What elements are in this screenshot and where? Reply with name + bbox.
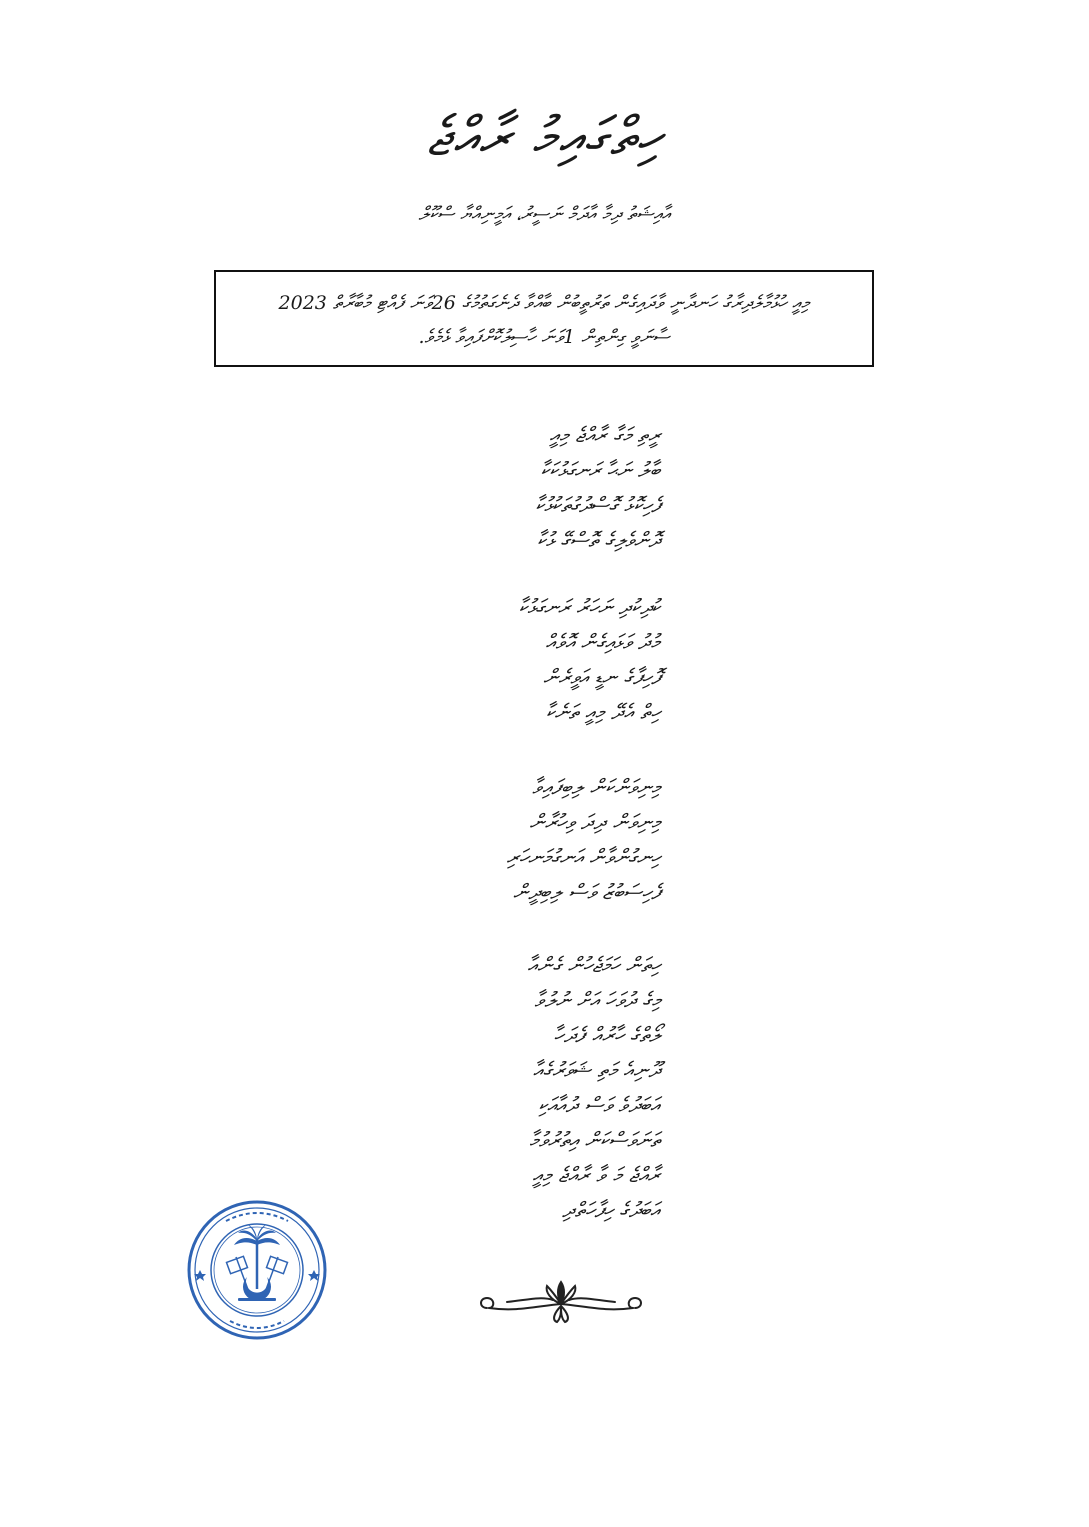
verse-line: މިގެ ދުވަހަ އަށް ނުލުވާ	[534, 988, 660, 1012]
stanza-4	[420, 948, 660, 1228]
note-line-1: މިއީ ހުޅުމާލެދިރާގު ހަނދާނީ ވާދައިގެން ތަރުތީބުން ބާއްވާ ދެނެގަތުމުގެ 26ވަނަ ފެއްޓި މުބާރާތް 2023	[278, 292, 810, 314]
verse-line: ބާލު ނަޙާ ރަނގަޅުކަކާ	[540, 458, 660, 482]
stanza-1	[420, 418, 660, 558]
stanza-2	[420, 590, 660, 730]
verse-line: ރާއްޖެ މަ ވާ ރާއްޖެ މިއީ	[532, 1163, 660, 1187]
verse-line: މިނިވަންކަން ލިބިފައިވާ	[532, 775, 660, 799]
author-line: އާއިޝަތު ދިމާ އާދަމް ނަސީރު، އަމީނިއްޔާ ސްކޫލް	[418, 203, 671, 225]
verse-line: ލޯތްގެ ހާރުއް ފެދަހާ	[553, 1023, 660, 1047]
verse-line: ކުދިކުދި ނަހަރު ރަނގަޅުކާ	[518, 595, 660, 619]
note-line-2: ސާނަވީ ގިންތިން 1ވަނަ ހާސިލުކޮށްފައިވާ ޅެމެވެ.	[418, 326, 670, 348]
verse-line: އަބަދުގެ ހިފާހަތްދި	[562, 1198, 660, 1222]
verse-line: ހިތަން ހަމަޖެހުން ގެންއާ	[527, 953, 660, 977]
flourish-divider-icon	[477, 1278, 645, 1328]
verse-line: ދޮންވެލިގެ ތޮސްގޭ ޅުކާ	[537, 528, 660, 552]
government-seal-icon	[186, 1199, 328, 1341]
stanza-3	[420, 770, 660, 910]
verse-line: ފެހިކޮޅު ގޮސްދުގުތަކުޅުކާ	[535, 493, 660, 517]
note-box	[214, 270, 874, 367]
verse-line: މިނިވަން ދިދަ ވިހުރާން	[529, 810, 660, 834]
verse-line: ހިތް އެދޭ މިއީ ތަނެކާ	[545, 700, 660, 724]
page-title: ހިތްގައިމު ރާއްޖެ	[426, 105, 663, 168]
verse-line: ރީތި މަގާ ރާއްޖެ މިއީ	[549, 423, 660, 447]
verse-line: އަބަދުވެ ވަސް ދުއާއަކި	[538, 1093, 660, 1117]
verse-line: ދޫނިއެ މަތި ޝަވަރުގެއާ	[533, 1058, 660, 1082]
verse-line: ފޮހިފާގެ ނޑީ އަވީރެން	[543, 665, 660, 689]
verse-line: ހިނގުންވާން އަނގުމަނހަރި	[506, 845, 660, 869]
verse-line: މުދު ވަޅައިގެން އޮވެއް	[545, 630, 660, 654]
verse-line: ތަނަވަސްކަން އިތުރުވުމާ	[529, 1128, 660, 1152]
verse-line: ފެހިސަބުޒު ވަސް ލިބިދީން	[513, 880, 660, 904]
